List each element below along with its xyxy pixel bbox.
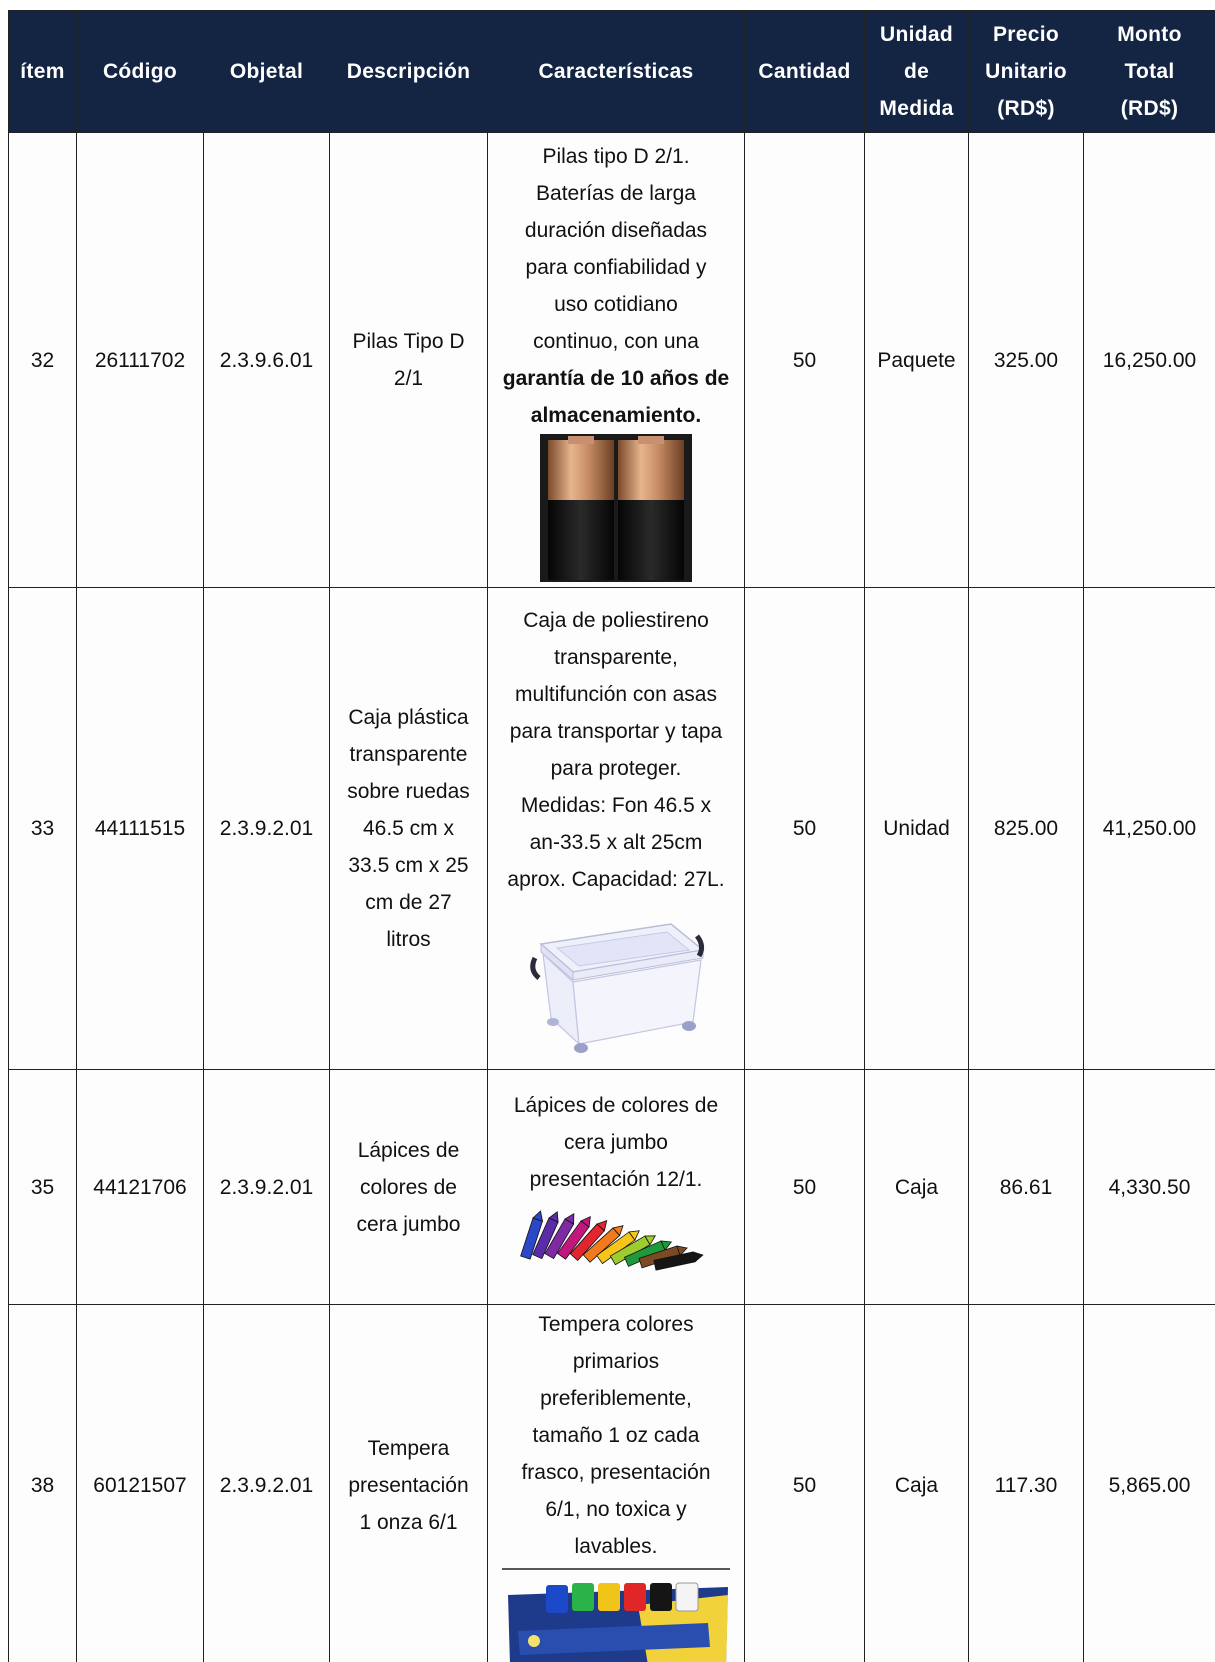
caracteristicas-line: preferiblemente,	[540, 1386, 692, 1410]
cell-unidad: Paquete	[865, 133, 969, 588]
cell-monto: 5,865.00	[1084, 1305, 1215, 1662]
header-item: ítem	[9, 11, 77, 133]
cell-precio: 86.61	[969, 1070, 1084, 1305]
caracteristicas-line: Baterías de larga	[536, 182, 696, 205]
caracteristicas-line: transparente,	[554, 645, 678, 669]
descripcion-line: 2/1	[393, 367, 424, 390]
cell-descripcion	[330, 1070, 488, 1305]
crayons-image	[488, 1208, 744, 1288]
descripcion-line: 33.5 cm x 25	[348, 854, 469, 877]
caracteristicas-line: lavables.	[574, 1534, 658, 1558]
cell-monto: 4,330.50	[1084, 1070, 1215, 1305]
cell-precio: 117.30	[969, 1305, 1084, 1662]
cell-caracteristicas	[488, 133, 745, 588]
descripcion-line: cera jumbo	[356, 1212, 461, 1236]
cell-cantidad: 50	[745, 1305, 865, 1662]
header-precio-line: (RD$)	[997, 97, 1055, 120]
descripcion-line: 46.5 cm x	[362, 817, 455, 840]
cell-codigo: 26111702	[77, 133, 204, 588]
cell-monto: 41,250.00	[1084, 588, 1215, 1070]
cell-monto: 16,250.00	[1084, 133, 1215, 588]
cell-codigo: 60121507	[77, 1305, 204, 1662]
cell-cantidad: 50	[745, 1070, 865, 1305]
cell-unidad: Unidad	[865, 588, 969, 1070]
tempera-paint-image	[488, 1565, 744, 1662]
header-monto-line: (RD$)	[1120, 97, 1179, 120]
caracteristicas-line: aprox. Capacidad: 27L.	[507, 867, 725, 891]
cell-descripcion	[330, 133, 488, 588]
header-precio-line: Unitario	[985, 60, 1067, 83]
header-monto-line: Total	[1124, 60, 1175, 83]
descripcion-line: cm de 27	[365, 891, 452, 914]
cell-precio: 325.00	[969, 133, 1084, 588]
descripcion-line: colores de	[360, 1175, 457, 1199]
cell-item: 32	[9, 133, 77, 588]
cell-caracteristicas	[488, 588, 745, 1070]
header-unidad-line: de	[903, 60, 930, 83]
descripcion-line: litros	[386, 928, 431, 951]
caracteristicas-line: Tempera colores	[538, 1312, 694, 1336]
table-row	[9, 1305, 1215, 1662]
caracteristicas-bold-line: almacenamiento.	[530, 404, 702, 427]
descripcion-line: presentación	[348, 1473, 469, 1497]
caracteristicas-line: continuo, con una	[533, 330, 699, 353]
header-unidad-line: Unidad	[880, 23, 953, 46]
cell-descripcion	[330, 588, 488, 1070]
caracteristicas-line: uso cotidiano	[554, 293, 678, 316]
cell-cantidad: 50	[745, 588, 865, 1070]
header-precio	[969, 11, 1084, 133]
cell-codigo: 44111515	[77, 588, 204, 1070]
table-row	[9, 133, 1215, 588]
cell-precio: 825.00	[969, 588, 1084, 1070]
header-descripcion: Descripción	[330, 11, 488, 133]
caracteristicas-line: primarios	[572, 1349, 660, 1373]
cell-item: 33	[9, 588, 77, 1070]
descripcion-line: Tempera	[367, 1436, 450, 1460]
header-objetal: Objetal	[204, 11, 330, 133]
cell-codigo: 44121706	[77, 1070, 204, 1305]
table-row	[9, 588, 1215, 1070]
cell-cantidad: 50	[745, 133, 865, 588]
caracteristicas-line: para transportar y tapa	[509, 719, 723, 743]
caracteristicas-line: 6/1, no toxica y	[545, 1497, 687, 1521]
caracteristicas-line: Caja de poliestireno	[523, 608, 709, 632]
caracteristicas-line: Pilas tipo D 2/1.	[542, 145, 690, 168]
caracteristicas-line: frasco, presentación	[521, 1460, 711, 1484]
cell-descripcion	[330, 1305, 488, 1662]
cell-caracteristicas	[488, 1070, 745, 1305]
storage-box-image	[488, 914, 744, 1056]
descripcion-line: Pilas Tipo D	[352, 330, 465, 353]
descripcion-line: transparente	[349, 743, 468, 766]
caracteristicas-bold-line: garantía de 10 años de	[502, 367, 730, 390]
header-row	[9, 11, 1215, 133]
cell-unidad: Caja	[865, 1070, 969, 1305]
caracteristicas-line: Medidas: Fon 46.5 x	[520, 793, 712, 817]
cell-unidad: Caja	[865, 1305, 969, 1662]
caracteristicas-line: multifunción con asas	[515, 682, 717, 706]
caracteristicas-line: Lápices de colores de	[513, 1093, 719, 1117]
cell-objetal: 2.3.9.6.01	[204, 133, 330, 588]
cell-caracteristicas	[488, 1305, 745, 1662]
header-unidad-line: Medida	[879, 97, 954, 120]
header-codigo: Código	[77, 11, 204, 133]
header-monto	[1084, 11, 1215, 133]
caracteristicas-line: duración diseñadas	[524, 219, 708, 242]
header-unidad	[865, 11, 969, 133]
descripcion-line: Caja plástica	[348, 706, 469, 729]
caracteristicas-line: an-33.5 x alt 25cm	[529, 830, 703, 854]
header-caracteristicas: Características	[488, 11, 745, 133]
caracteristicas-line: presentación 12/1.	[529, 1167, 703, 1191]
caracteristicas-line: cera jumbo	[564, 1130, 668, 1154]
header-precio-line: Precio	[993, 23, 1059, 46]
cell-item: 38	[9, 1305, 77, 1662]
descripcion-line: sobre ruedas	[347, 780, 470, 803]
items-table	[8, 10, 1215, 1662]
cell-objetal: 2.3.9.2.01	[204, 1305, 330, 1662]
header-monto-line: Monto	[1117, 23, 1182, 46]
caracteristicas-line: para proteger.	[550, 756, 682, 780]
caracteristicas-line: para confiabilidad y	[525, 256, 707, 279]
cell-objetal: 2.3.9.2.01	[204, 1070, 330, 1305]
cell-item: 35	[9, 1070, 77, 1305]
descripcion-line: Lápices de	[357, 1138, 460, 1162]
table-row	[9, 1070, 1215, 1305]
battery-image	[488, 434, 744, 582]
cell-objetal: 2.3.9.2.01	[204, 588, 330, 1070]
caracteristicas-line: tamaño 1 oz cada	[532, 1423, 700, 1447]
header-cantidad: Cantidad	[745, 11, 865, 133]
descripcion-line: 1 onza 6/1	[359, 1510, 458, 1534]
